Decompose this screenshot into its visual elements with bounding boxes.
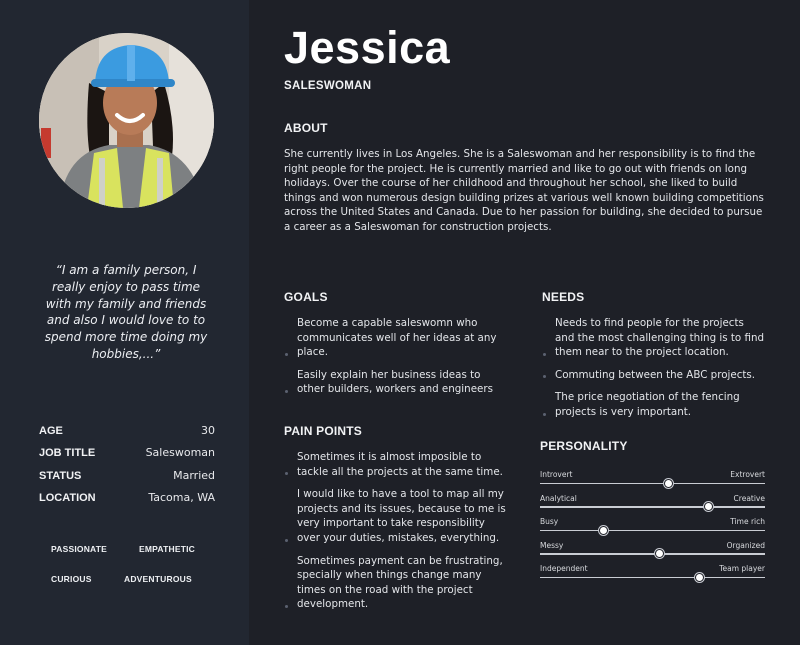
trait-badge-curious: CURIOUS xyxy=(51,574,92,584)
info-value: Saleswoman xyxy=(145,446,215,460)
avatar xyxy=(39,33,214,208)
slider-track[interactable] xyxy=(540,553,765,555)
bullet-dot-icon xyxy=(285,390,288,393)
slider-track[interactable] xyxy=(540,530,765,532)
trait-badge-empathetic: EMPATHETIC xyxy=(139,544,195,554)
info-key: AGE xyxy=(39,425,63,437)
personality-slider[interactable] xyxy=(540,470,765,494)
info-row-age xyxy=(39,424,215,446)
personality-slider[interactable] xyxy=(540,517,765,541)
slider-left-label: Messy xyxy=(540,540,564,550)
list-item: I would like to have a tool to map all my projects and its issues, because to me is very important to take responsibility over your duties, mistakes, everything. xyxy=(285,487,511,545)
slider-track[interactable] xyxy=(540,483,765,485)
bullet-dot-icon xyxy=(543,375,546,378)
bullet-dot-icon xyxy=(285,353,288,356)
slider-right-label: Organized xyxy=(726,540,765,550)
needs-list xyxy=(543,316,765,428)
info-row-status xyxy=(39,469,215,491)
personality-slider[interactable] xyxy=(540,494,765,518)
info-key: JOB TITLE xyxy=(39,447,96,460)
info-value: Tacoma, WA xyxy=(148,490,215,504)
pain-points-list xyxy=(285,450,511,620)
about-text: She currently lives in Los Angeles. She is a Saleswoman and her responsibility is to find the right people for the project. He is currently married and like to go out with friends on long holidays. Over the course of her childhood and throughout her school, she liked to build things and won numerous design building prizes at various well known building competitions across the United States and Canada. Due to her passion for building, she decided to pursue a career as a Saleswoman for construction projects. xyxy=(284,148,764,233)
construction-worker-photo-icon xyxy=(39,33,214,208)
slider-thumb[interactable] xyxy=(599,526,608,535)
info-key: LOCATION xyxy=(39,491,96,504)
needs-title: NEEDS xyxy=(542,290,585,304)
bullet-dot-icon xyxy=(543,353,546,356)
slider-track[interactable] xyxy=(540,506,765,508)
about-title: ABOUT xyxy=(284,121,328,135)
slider-left-label: Busy xyxy=(540,517,559,526)
trait-badge-passionate: PASSIONATE xyxy=(51,544,107,554)
bullet-dot-icon xyxy=(285,539,288,542)
list-item: Commuting between the ABC projects. xyxy=(543,368,765,383)
list-item: Sometimes payment can be frustrating, specially when things change many times on the road with the project development. xyxy=(285,554,511,612)
list-item: Become a capable saleswomn who communicates well of her ideas at any place. xyxy=(285,316,511,360)
personality-title: PERSONALITY xyxy=(540,439,628,453)
slider-right-label: Team player xyxy=(719,564,765,573)
slider-left-label: Analytical xyxy=(540,493,577,503)
slider-thumb[interactable] xyxy=(655,549,664,558)
personality-slider[interactable] xyxy=(540,564,765,588)
slider-thumb[interactable] xyxy=(704,502,713,511)
trait-badge-adventurous: ADVENTUROUS xyxy=(124,574,192,584)
bullet-dot-icon xyxy=(543,413,546,416)
persona-name: Jessica xyxy=(284,22,451,73)
info-table xyxy=(39,424,215,513)
slider-track[interactable] xyxy=(540,577,765,579)
bullet-dot-icon xyxy=(285,472,288,475)
list-item: Needs to find people for the projects and the most challenging thing is to find them near to the project location. xyxy=(543,316,765,360)
bullet-dot-icon xyxy=(285,605,288,608)
slider-right-label: Time rich xyxy=(730,517,765,526)
info-value: 30 xyxy=(201,424,215,437)
slider-right-label: Extrovert xyxy=(730,470,765,479)
info-row-job-title xyxy=(39,446,215,468)
slider-right-label: Creative xyxy=(733,493,765,503)
goals-list xyxy=(285,316,511,405)
slider-thumb[interactable] xyxy=(664,479,673,488)
slider-thumb[interactable] xyxy=(695,573,704,582)
slider-left-label: Independent xyxy=(540,564,588,573)
goals-title: GOALS xyxy=(284,290,328,304)
list-item: Sometimes it is almost imposible to tackle all the projects at the same time. xyxy=(285,450,511,479)
personality-slider[interactable] xyxy=(540,541,765,565)
pain-points-title: PAIN POINTS xyxy=(284,424,362,438)
info-value: Married xyxy=(173,468,215,482)
info-row-location xyxy=(39,491,215,513)
list-item: Easily explain her business ideas to other builders, workers and engineers xyxy=(285,368,511,397)
persona-quote: “I am a family person, I really enjoy to pass time with my family and friends and also I would love to to spend more time doing my hobbies,...” xyxy=(44,263,208,361)
slider-left-label: Introvert xyxy=(540,470,573,479)
persona-role: SALESWOMAN xyxy=(284,80,372,92)
profile-sidebar xyxy=(0,0,249,645)
persona-main xyxy=(249,0,800,645)
personality-sliders xyxy=(540,470,765,588)
info-key: STATUS xyxy=(39,469,82,482)
list-item: The price negotiation of the fencing projects is very important. xyxy=(543,390,765,419)
